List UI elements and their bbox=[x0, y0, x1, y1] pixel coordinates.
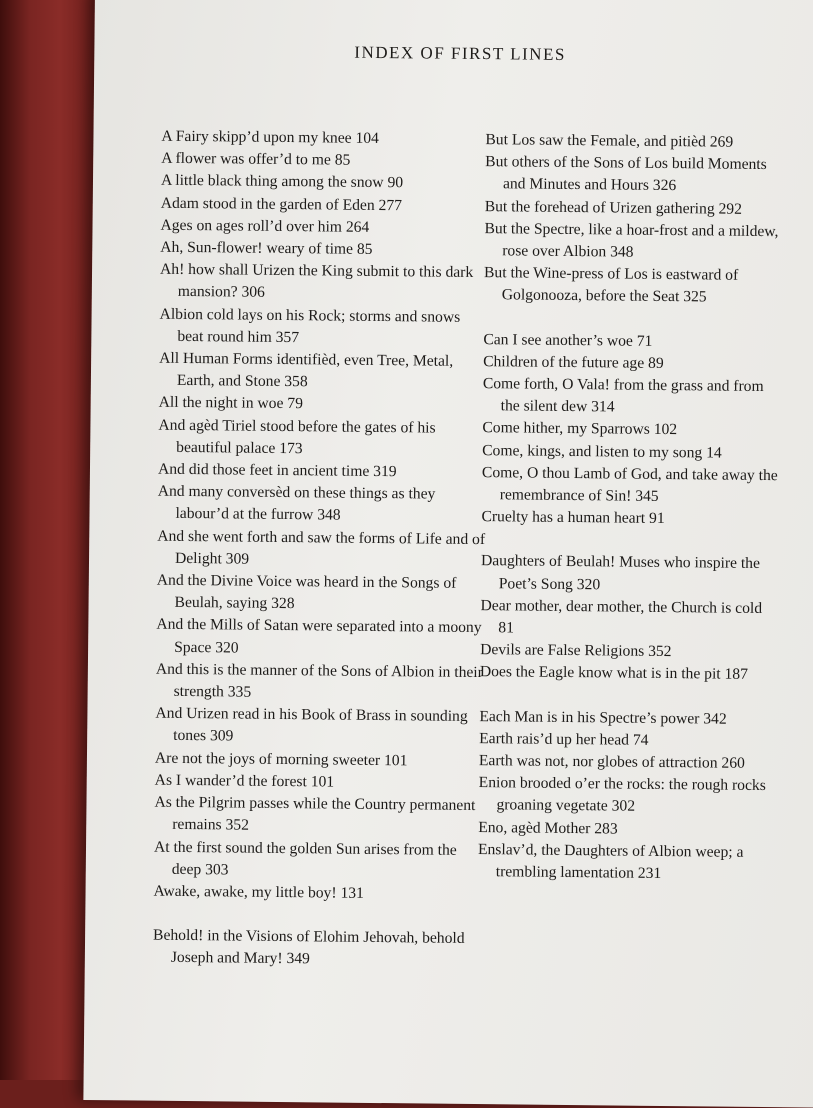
index-entry: And many conversèd on these things as they labour’d at the furrow 348 bbox=[157, 482, 436, 525]
index-entry: Albion cold lays on his Rock; storms and snows beat round him 357 bbox=[159, 305, 461, 346]
index-entry: Are not the joys of morning sweeter 101 bbox=[154, 749, 408, 770]
index-entry: All the night in woe 79 bbox=[158, 394, 303, 413]
index-entry: Eno, agèd Mother 283 bbox=[478, 818, 618, 838]
index-entry: And Urizen read in his Book of Brass in sounding tones 309 bbox=[155, 704, 468, 745]
index-entry: At the first sound the golden Sun arises from the deep 303 bbox=[153, 838, 457, 879]
index-entry: Each Man is in his Spectre’s power 342 bbox=[479, 707, 727, 728]
index-entry: And did those feet in ancient time 319 bbox=[157, 460, 397, 481]
section-gap bbox=[483, 307, 783, 332]
index-entry: Earth was not, nor globes of attraction 260 bbox=[478, 752, 745, 772]
index-entry: Daughters of Beulah! Muses who inspire the Poet’s Song 320 bbox=[480, 552, 761, 593]
index-entry: Earth rais’d up her head 74 bbox=[479, 729, 649, 749]
index-entry: Come hither, my Sparrows 102 bbox=[482, 419, 678, 439]
index-entry: And she went forth and saw the forms of Life and of Delight 309 bbox=[157, 527, 486, 568]
index-entry: And the Divine Voice was heard in the Songs of Beulah, saying 328 bbox=[156, 571, 457, 613]
left-index-column bbox=[153, 126, 492, 973]
index-entry: All Human Forms identifièd, even Tree, Metal, Earth, and Stone 358 bbox=[159, 349, 454, 391]
index-entry: A little black thing among the snow 90 bbox=[160, 172, 404, 192]
index-entry: A Fairy skipp’d upon my knee 104 bbox=[161, 127, 379, 147]
index-entry: As I wander’d the forest 101 bbox=[154, 771, 335, 791]
index-entry: Come forth, O Vala! from the grass and from the silent dew 314 bbox=[482, 375, 764, 416]
index-entry: Children of the future age 89 bbox=[483, 352, 664, 372]
index-entry: And agèd Tiriel stood before the gates of his beautiful palace 173 bbox=[158, 416, 436, 458]
right-index-column bbox=[478, 129, 786, 886]
index-entry: Does the Eagle know what is in the pit 187 bbox=[479, 663, 749, 684]
index-entry: And the Mills of Satan were separated into a moony Space 320 bbox=[156, 616, 482, 657]
index-entry: Behold! in the Visions of Elohim Jehovah, behold Joseph and Mary! 349 bbox=[153, 926, 465, 968]
index-entry: But others of the Sons of Los build Moments and Minutes and Hours 326 bbox=[485, 153, 767, 195]
index-entry: Can I see another’s woe 71 bbox=[483, 330, 653, 350]
book-page bbox=[83, 0, 813, 1108]
index-entry: Ah, Sun-flower! weary of time 85 bbox=[160, 238, 373, 258]
index-entry: Come, kings, and listen to my song 14 bbox=[482, 441, 722, 462]
index-entry: But the Spectre, like a hoar-frost and a mildew, rose over Albion 348 bbox=[484, 219, 779, 261]
index-entry: As the Pilgrim passes while the Country permanent remains 352 bbox=[154, 793, 476, 834]
page-title: INDEX OF FIRST LINES bbox=[354, 42, 566, 64]
index-entry: But the Wine-press of Los is eastward of Golgonooza, before the Seat 325 bbox=[483, 264, 739, 306]
index-entry: But Los saw the Female, and pitièd 269 bbox=[485, 131, 734, 151]
index-entry: Adam stood in the garden of Eden 277 bbox=[160, 194, 403, 214]
index-entry: Awake, awake, my little boy! 131 bbox=[153, 882, 364, 902]
index-entry: Dear mother, dear mother, the Church is cold 81 bbox=[480, 596, 763, 637]
index-entry: A flower was offer’d to me 85 bbox=[161, 149, 351, 169]
section-gap bbox=[481, 529, 781, 554]
index-entry: Devils are False Religions 352 bbox=[480, 641, 672, 661]
index-entry: Enion brooded o’er the rocks: the rough rocks groaning vegetate 302 bbox=[478, 774, 766, 816]
index-entry: Enslav’d, the Daughters of Albion weep; a trembling lamentation 231 bbox=[477, 840, 744, 883]
index-entry: Ages on ages roll’d over him 264 bbox=[160, 216, 370, 236]
index-entry: And this is the manner of the Sons of Albion in their strength 335 bbox=[155, 660, 483, 701]
index-entry: Come, O thou Lamb of God, and take away the remembrance of Sin! 345 bbox=[481, 463, 778, 505]
index-entry: But the forehead of Urizen gathering 292 bbox=[484, 197, 743, 218]
index-entry: Cruelty has a human heart 91 bbox=[481, 508, 665, 528]
section-gap bbox=[480, 684, 780, 709]
index-entry: Ah! how shall Urizen the King submit to this dark mansion? 306 bbox=[159, 260, 474, 302]
